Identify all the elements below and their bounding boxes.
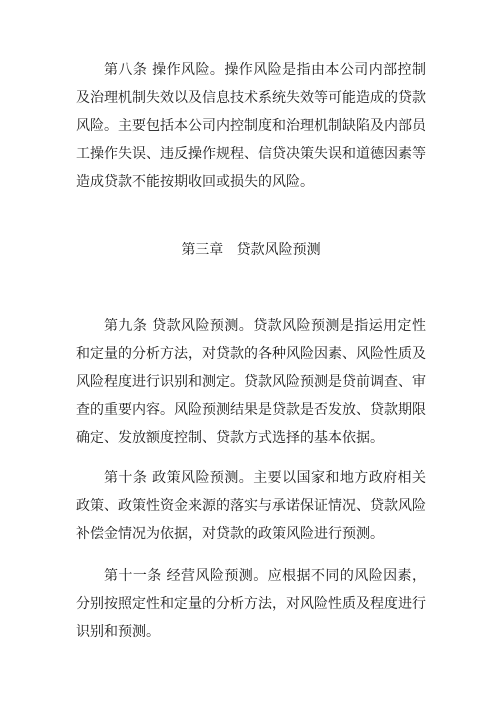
article-8-paragraph: 第八条 操作风险。操作风险是指由本公司内部控制及治理机制失效以及信息技术系统失效等可能造成的贷款风险。主要包括本公司内控制度和治理机制缺陷及内部员工操作失误、违反操作规程、信贷决策失误和道德因素等造成贷款不能按期收回或损失的风险。 [76,62,426,190]
article-11-paragraph: 第十一条 经营风险预测。应根据不同的风险因素，分别按照定性和定量的分析方法，对风险性质及程度进行识别和预测。 [76,568,426,640]
article-10-paragraph: 第十条 政策风险预测。主要以国家和地方政府相关政策、政策性资金来源的落实与承诺保证情况、贷款风险补偿金情况为依据，对贷款的政策风险进行预测。 [76,470,426,542]
chapter-3-heading: 第三章 贷款风险预测 [181,242,321,258]
article-9-paragraph: 第九条 贷款风险预测。贷款风险预测是指运用定性和定量的分析方法，对贷款的各种风险因素、风险性质及风险程度进行识别和测定。贷款风险预测是贷前调查、审查的重要内容。风险预测结果是贷款是否发放、贷款期限确定、发放额度控制、贷款方式选择的基本依据。 [76,318,426,446]
